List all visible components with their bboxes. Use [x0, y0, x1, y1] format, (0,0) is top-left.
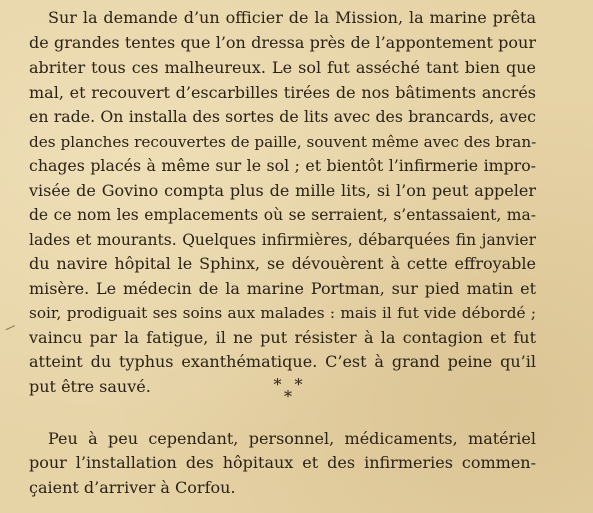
- paragraph-1-line-11: du navire hôpital le Sphinx, se dévouèrent à cette effroyable: [29, 254, 536, 273]
- paragraph-1-line-6: des planches recouvertes de paille, souvent même avec des bran-: [29, 133, 536, 151]
- paragraph-1-line-1: Sur la demande d’un officier de la Mission, la marine prêta: [48, 8, 536, 27]
- paragraph-1-line-12: misère. Le médecin de la marine Portman, sur pied matin et: [29, 279, 536, 298]
- paragraph-1-line-4: mal, et recouvert d’escarbilles tirées de nos bâtiments ancrés: [29, 83, 536, 102]
- paragraph-1-line-8: visée de Govino compta plus de mille lits, si l’on peut appeler: [29, 181, 536, 200]
- paragraph-1-line-16: put être sauvé.: [29, 377, 151, 396]
- section-separator: * * *: [273, 375, 307, 406]
- margin-mark: [6, 325, 17, 333]
- paragraph-1-line-7: chages placés à même sur le sol ; et bientôt l’infirmerie impro-: [29, 156, 536, 175]
- paragraph-2-line-2: pour l’installation des hôpitaux et des infirmeries commen-: [29, 453, 536, 472]
- paragraph-1-line-3: abriter tous ces malheureux. Le sol fut asséché tant bien que: [29, 58, 536, 77]
- paragraph-1-line-14: vaincu par la fatigue, il ne put résister à la contagion et fut: [29, 328, 536, 347]
- paragraph-1-line-2: de grandes tentes que l’on dressa près de l’appontement pour: [29, 33, 536, 52]
- paragraph-1-line-10: lades et mourants. Quelques infirmières, débarquées fin janvier: [29, 231, 536, 249]
- paragraph-1-line-9: de ce nom les emplacements où se serraient, s’entassaient, ma-: [29, 206, 536, 224]
- paragraph-2-line-1: Peu à peu cependant, personnel, médicaments, matériel: [48, 429, 536, 448]
- paragraph-1-line-15: atteint du typhus exanthématique. C’est à grand peine qu’il: [29, 352, 536, 371]
- paragraph-1-line-13: soir, prodiguait ses soins aux malades : mais il fut vide débordé ;: [29, 304, 536, 322]
- paragraph-2-line-3: çaient d’arriver à Corfou.: [29, 478, 236, 497]
- paragraph-1-line-5: en rade. On installa des sortes de lits avec des brancards, avec: [29, 107, 536, 126]
